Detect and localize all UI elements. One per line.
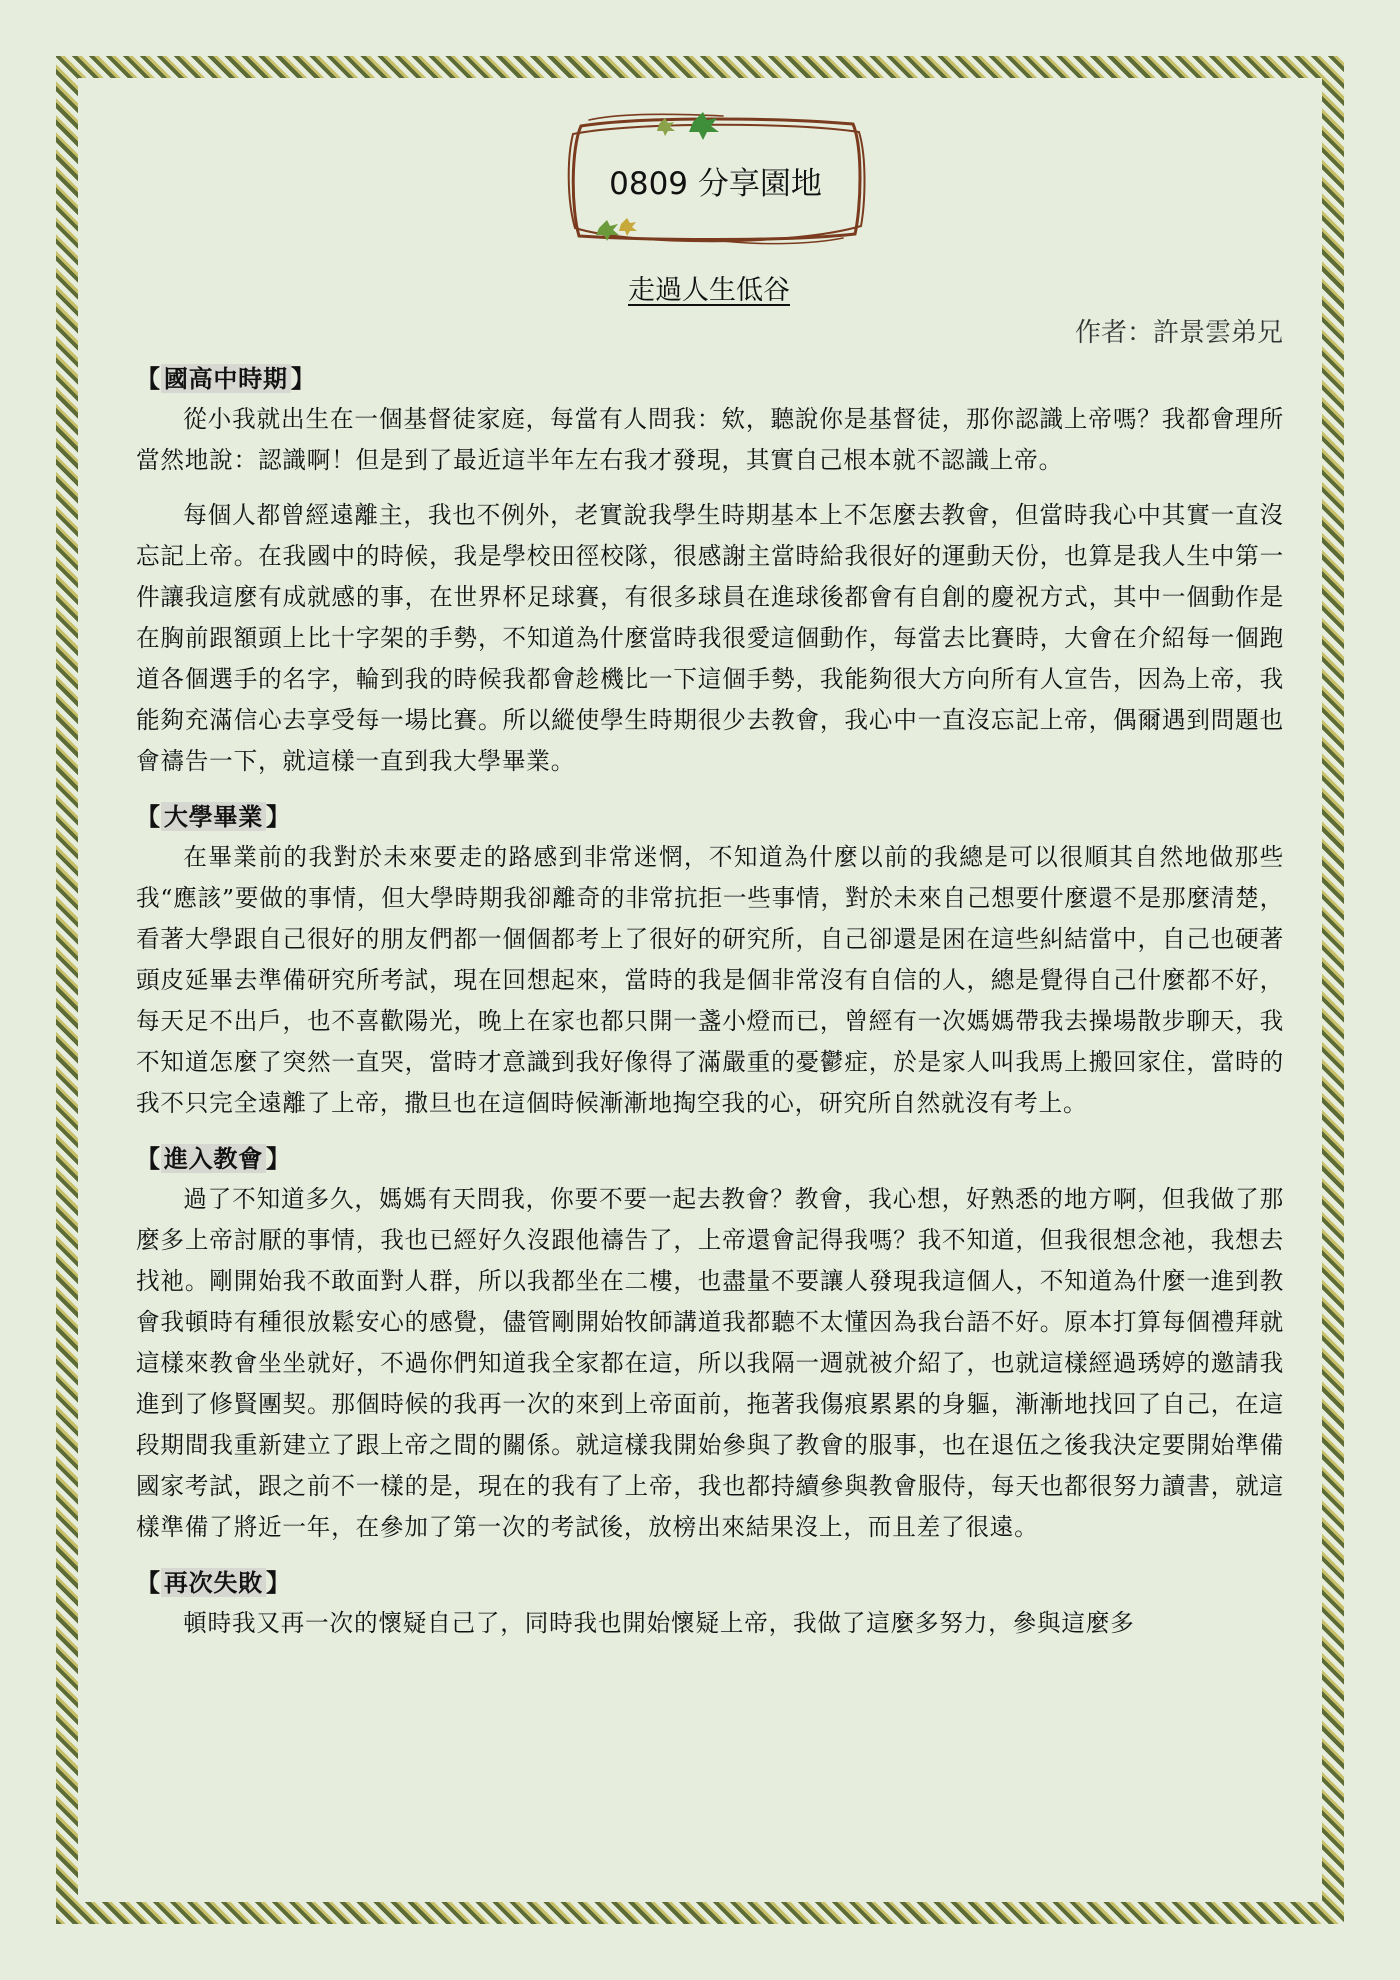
section-heading: 【 大學畢業 】 <box>136 802 291 831</box>
paragraph: 在畢業前的我對於未來要走的路感到非常迷惘，不知道為什麼以前的我總是可以很順其自然地做那些我“應該”要做的事情，但大學時期我卻離奇的非常抗拒一些事情，對於未來自己想要什麼還不是那麼清楚，看著大學跟自己很好的朋友們都一個個都考上了很好的研究所，自己卻還是困在這些糾結當中，自己也硬著頭皮延畢去準備研究所考試，現在回想起來，當時的我是個非常沒有自信的人，總是覺得自己什麼都不好，每天足不出戶，也不喜歡陽光，晚上在家也都只開一盞小燈而已，曾經有一次媽媽帶我去操場散步聊天，我不知道怎麼了突然一直哭，當時才意識到我好像得了滿嚴重的憂鬱症，於是家人叫我馬上搬回家住，當時的我不只完全遠離了上帝，撒旦也在這個時候漸漸地掏空我的心，研究所自然就沒有考上。 <box>136 843 1284 1117</box>
section-failing-again <box>136 1562 1284 1644</box>
author-line: 作者：許景雲弟兄 <box>1074 318 1283 348</box>
section-junior-senior-high <box>136 358 1284 782</box>
section-heading: 【 再次失敗 】 <box>136 1568 291 1597</box>
paragraph: 從小我就出生在一個基督徒家庭，每當有人問我：欸，聽說你是基督徒，那你認識上帝嗎？我都會理所當然地說：認識啊！但是到了最近這半年左右我才發現，其實自己根本就不認識上帝。 <box>136 405 1284 474</box>
title-frame <box>563 108 868 248</box>
section-heading: 【 國高中時期 】 <box>136 364 316 393</box>
article-title: 走過人生低谷 <box>628 275 790 306</box>
paragraph: 過了不知道多久，媽媽有天問我，你要不要一起去教會？教會，我心想，好熟悉的地方啊，但我做了那麼多上帝討厭的事情，我也已經好久沒跟他禱告了，上帝還會記得我嗎？我不知道，但我很想念祂，我想去找祂。剛開始我不敢面對人群，所以我都坐在二樓，也盡量不要讓人發現我這個人，不知道為什麼一進到教會我頓時有種很放鬆安心的感覺，儘管剛開始牧師講道我都聽不太懂因為我台語不好。原本打算每個禮拜就這樣來教會坐坐就好，不過你們知道我全家都在這，所以我隔一週就被介紹了，也就這樣經過琇婷的邀請我進到了修賢團契。那個時候的我再一次的來到上帝面前，拖著我傷痕累累的身軀，漸漸地找回了自己，在這段期間我重新建立了跟上帝之間的關係。就這樣我開始參與了教會的服事，也在退伍之後我決定要開始準備國家考試，跟之前不一樣的是，現在的我有了上帝，我也都持續參與教會服侍，每天也都很努力讀書，就這樣準備了將近一年，在參加了第一次的考試後，放榜出來結果沒上，而且差了很遠。 <box>136 1185 1284 1541</box>
section-entering-church <box>136 1138 1284 1548</box>
paragraph: 每個人都曾經遠離主，我也不例外，老實說我學生時期基本上不怎麼去教會，但當時我心中其實一直沒忘記上帝。在我國中的時候，我是學校田徑校隊，很感謝主當時給我很好的運動天份，也算是我人生中第一件讓我這麼有成就感的事，在世界杯足球賽，有很多球員在進球後都會有自創的慶祝方式，其中一個動作是在胸前跟額頭上比十字架的手勢，不知道為什麼當時我很愛這個動作，每當去比賽時，大會在介紹每一個跑道各個選手的名字，輪到我的時候我都會趁機比一下這個手勢，我能夠很大方向所有人宣告，因為上帝，我能夠充滿信心去享受每一場比賽。所以縱使學生時期很少去教會，我心中一直沒忘記上帝，偶爾遇到問題也會禱告一下，就這樣一直到我大學畢業。 <box>136 501 1284 775</box>
page-title: 0809 分享園地 <box>609 166 822 202</box>
article-body <box>136 358 1284 1644</box>
paragraph: 頓時我又再一次的懷疑自己了，同時我也開始懷疑上帝，我做了這麼多努力，參與這麼多 <box>183 1609 1135 1637</box>
section-heading: 【 進入教會 】 <box>136 1144 291 1173</box>
section-college-graduation <box>136 796 1284 1124</box>
